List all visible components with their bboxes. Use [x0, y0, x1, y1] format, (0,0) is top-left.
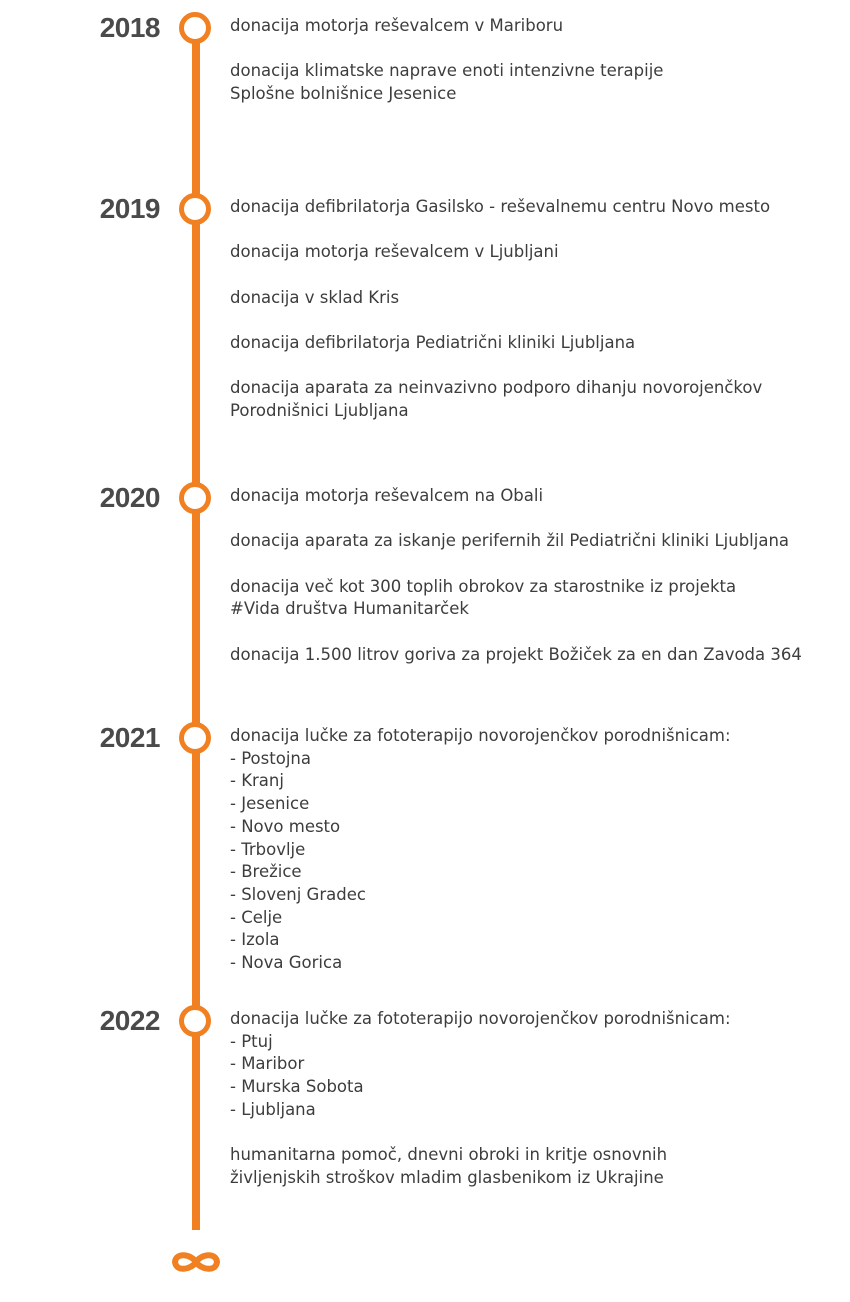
entry: donacija motorja reševalcem v Ljubljani	[230, 242, 559, 262]
year-label: 2019	[99, 193, 160, 224]
year-entries	[230, 1008, 830, 1212]
entry: donacija v sklad Kris	[230, 287, 400, 307]
entry: donacija defibrilatorja Pediatrični kliniki Ljubljana	[230, 332, 636, 352]
entry: donacija aparata za iskanje perifernih žil Pediatrični kliniki Ljubljana	[230, 531, 790, 551]
timeline-node	[179, 722, 211, 754]
year-entries	[230, 15, 830, 128]
entry: donacija motorja reševalcem v Mariboru	[230, 16, 564, 35]
year-entries	[230, 485, 830, 689]
year-label: 2020	[99, 482, 160, 513]
year-label: 2018	[99, 12, 160, 43]
entry: donacija aparata za neinvazivno podporo dihanju novorojenčkov Porodnišnici Ljubljana	[230, 378, 763, 420]
entry: donacija motorja reševalcem na Obali	[230, 486, 544, 505]
infinity-icon	[168, 1238, 224, 1286]
year-label: 2022	[99, 1005, 160, 1036]
entry: donacija lučke za fototerapijo novorojenčkov porodnišnicam: - Ptuj - Maribor - Murska Sobota - Ljubljana	[230, 1009, 731, 1119]
entry: donacija klimatske naprave enoti intenzivne terapije Splošne bolnišnice Jesenice	[230, 61, 664, 103]
entry: donacija več kot 300 toplih obrokov za starostnike iz projekta #Vida društva Humanitarček	[230, 576, 737, 619]
entry: donacija defibrilatorja Gasilsko - reševalnemu centru Novo mesto	[230, 197, 771, 216]
timeline-node	[179, 12, 211, 44]
year-entries	[230, 196, 830, 445]
timeline-node	[179, 482, 211, 514]
entry: donacija lučke za fototerapijo novorojenčkov porodnišnicam: - Postojna - Kranj - Jesenice - Novo mesto - Trbovlje - Brežice - Slovenj Gradec - Celje - Izola - Nova Gorica	[230, 726, 731, 973]
year-label: 2021	[99, 722, 160, 753]
year-entries	[230, 725, 830, 997]
entry: donacija 1.500 litrov goriva za projekt Božiček za en dan Zavoda 364	[230, 644, 802, 664]
entry: humanitarna pomoč, dnevni obroki in kritje osnovnih življenjskih stroškov mladim glasbenikom iz Ukrajine	[230, 1145, 668, 1187]
timeline-node	[179, 193, 211, 225]
timeline-node	[179, 1005, 211, 1037]
